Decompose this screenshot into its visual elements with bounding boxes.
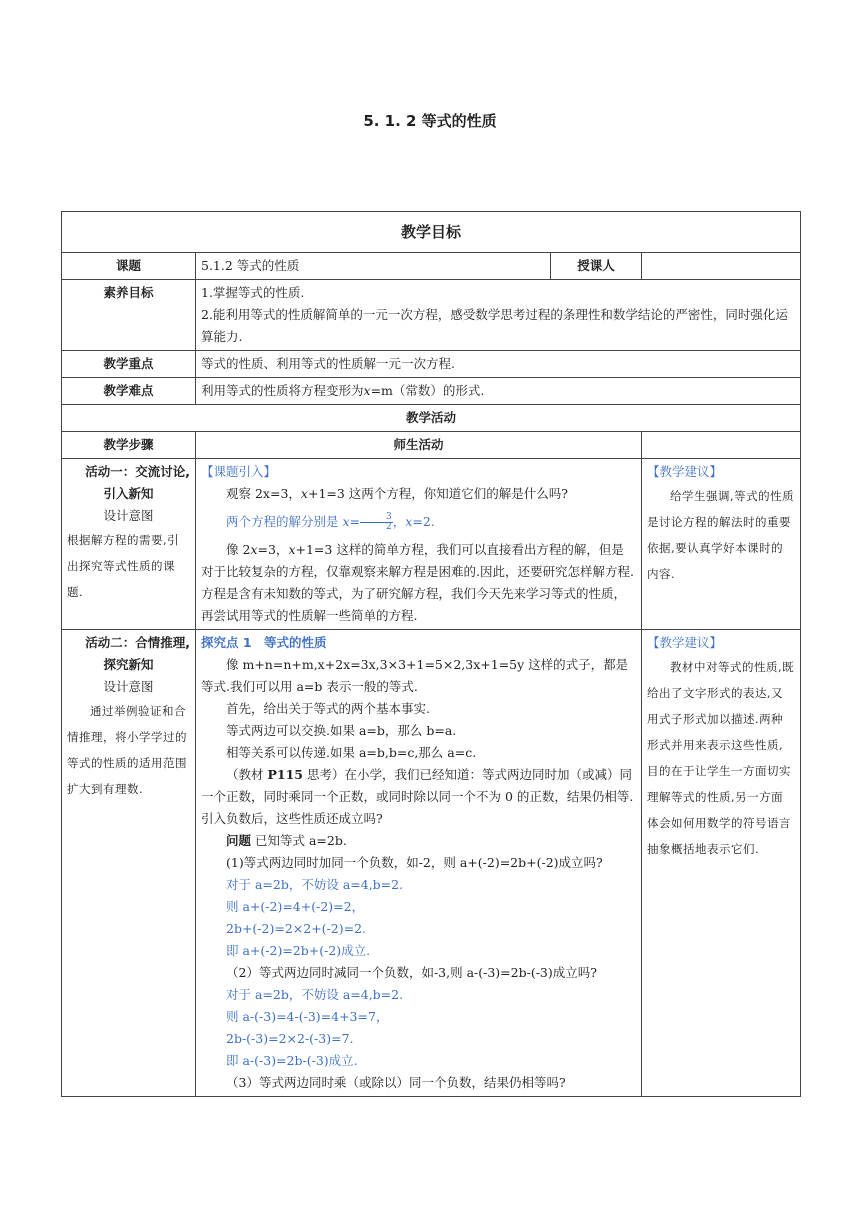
- teaching-goals-banner: 教学目标: [62, 212, 801, 253]
- activity-1-advice-label: 【教学建议】: [647, 464, 723, 479]
- problem-label: 问题: [226, 833, 252, 848]
- activity-2-advice-text: 教材中对等式的性质,既给出了文字形式的表达,又用式子形式加以描述.两种形式并用来表示这些性质,目的在于让学生一方面切实理解等式的性质,另一方面体会如何用数学的符号语言抽象概括地表示它们.: [647, 660, 795, 856]
- explore-point-label: 探究点 1 等式的性质: [201, 635, 327, 650]
- answer-post: =2.: [412, 514, 435, 529]
- activity-1-paragraph: [201, 539, 636, 627]
- activity-1-title-line2: 引入新知: [103, 486, 154, 501]
- activity-2-p3: 等式两边可以交换.如果 a=b，那么 b=a.: [226, 723, 457, 738]
- para-var-1: x: [250, 542, 258, 557]
- activity-2-p2: 首先，给出关于等式的两个基本事实.: [226, 701, 430, 716]
- activities-header: 教学活动: [62, 405, 801, 432]
- difficulty-label: 教学难点: [62, 378, 196, 405]
- answer-1-line-2: 则 a+(-2)=4+(-2)=2，: [226, 899, 365, 914]
- lesson-plan-table: [61, 211, 801, 1097]
- activity-1-title-line1: 活动一：交流讨论,: [85, 464, 190, 479]
- difficulty-row: [62, 378, 801, 405]
- question-1: (1)等式两边同时加同一个负数，如-2，则 a+(-2)=2b+(-2)成立吗?: [226, 855, 603, 870]
- teacher-label: 授课人: [551, 253, 642, 280]
- activity-1-answer: [201, 511, 636, 533]
- answer-2-line-3: 2b-(-3)=2×2-(-3)=7.: [226, 1031, 354, 1046]
- answer-mid: ，: [392, 514, 406, 529]
- p5-post: 思考）在小学，我们已经知道：等式两边同时加（或减）同一个正数，同时乘同一个正数，或同时除以同一个不为 0 的正数，结果仍相等.引入负数后，这些性质还成立吗?: [201, 767, 634, 826]
- para-post: +1=3 这样的简单方程，我们可以直接看出方程的解，但是对于比较复杂的方程，仅靠观察来解方程是困难的.因此，还要研究怎样解方程.方程是含有未知数的等式，为了研究解方程，我们今天先来学习等式的性质，再尝试用等式的性质解一些简单的方程.: [201, 542, 634, 623]
- goal-item-2: 2.能利用等式的性质解简单的一元一次方程，感受数学思考过程的条理性和数学结论的严密性，同时强化运算能力.: [201, 307, 788, 344]
- answer-fraction: [360, 513, 393, 532]
- difficulty-value: [196, 378, 801, 405]
- activity-2-advice: [642, 630, 801, 1097]
- q-pre: 观察 2x=3，: [226, 486, 301, 501]
- activity-1-section-label: 【课题引入】: [201, 464, 277, 479]
- steps-column-header: 教学步骤: [62, 432, 196, 459]
- advice-column-header: [642, 432, 801, 459]
- activity-1-advice: [642, 459, 801, 630]
- goal-item-1: 1.掌握等式的性质.: [201, 285, 305, 300]
- course-label: 课题: [62, 253, 196, 280]
- fraction-numerator: 3: [360, 513, 393, 523]
- q-post: +1=3 这两个方程，你知道它们的解是什么吗?: [307, 486, 568, 501]
- activity-2-intent-label: 设计意图: [103, 679, 154, 694]
- question-2: （2）等式两边同时减同一个负数，如-3,则 a-(-3)=2b-(-3)成立吗?: [226, 965, 597, 980]
- difficulty-text-post: =m（常数）的形式.: [370, 383, 485, 398]
- problem-statement: [201, 830, 636, 852]
- activity-2-row: [62, 630, 801, 1097]
- activity-2-p1: 像 m+n=n+m,x+2x=3x,3×3+1=5×2,3x+1=5y 这样的式子，都是等式.我们可以用 a=b 表示一般的等式.: [201, 657, 629, 694]
- activity-2-intent-text: 通过举例验证和合情推理，将小学学过的等式的性质的适用范围扩大到有理数.: [67, 704, 187, 796]
- key-row: [62, 351, 801, 378]
- activity-2-advice-label: 【教学建议】: [647, 635, 723, 650]
- activities-header-row: [62, 405, 801, 432]
- answer-2-line-4: 即 a-(-3)=2b-(-3)成立.: [226, 1053, 358, 1068]
- activity-column-header: 师生活动: [196, 432, 642, 459]
- document-title: 5. 1. 2 等式的性质: [363, 112, 497, 130]
- goals-row: [62, 280, 801, 351]
- course-row: [62, 253, 801, 280]
- difficulty-text-pre: 利用等式的性质将方程变形为: [201, 383, 364, 398]
- teacher-value: [642, 253, 801, 280]
- activity-2-p4: 相等关系可以传递.如果 a=b,b=c,那么 a=c.: [226, 745, 477, 760]
- activity-1-intent-label: 设计意图: [103, 508, 154, 523]
- activity-2-p5: [201, 764, 636, 830]
- p5-bold: P115: [267, 767, 303, 782]
- activity-1-question: [201, 483, 636, 505]
- answer-var: x: [342, 514, 350, 529]
- activity-1-row: [62, 459, 801, 630]
- q-var: x: [300, 486, 308, 501]
- question-3: （3）等式两边同时乘（或除以）同一个负数，结果仍相等吗?: [226, 1075, 566, 1090]
- difficulty-var: x: [363, 383, 371, 398]
- fraction-denominator: 2: [386, 522, 392, 532]
- answer-2-line-1: 对于 a=2b，不妨设 a=4,b=2.: [226, 987, 404, 1002]
- column-header-row: [62, 432, 801, 459]
- activity-2-content: [196, 630, 642, 1097]
- answer-1-line-3: 2b+(-2)=2×2+(-2)=2.: [226, 921, 367, 936]
- course-value: 5.1.2 等式的性质: [196, 253, 551, 280]
- goals-value: [196, 280, 801, 351]
- goals-label: 素养目标: [62, 280, 196, 351]
- answer-eq: =: [349, 514, 361, 529]
- answer-1-line-1: 对于 a=2b，不妨设 a=4,b=2.: [226, 877, 404, 892]
- activity-1-intent-text: 根据解方程的需要,引出探究等式性质的课题.: [67, 533, 180, 599]
- activity-2-title-line1: 活动二：合情推理,: [85, 635, 190, 650]
- activity-1-steps: [62, 459, 196, 630]
- key-label: 教学重点: [62, 351, 196, 378]
- key-value: 等式的性质、利用等式的性质解一元一次方程.: [196, 351, 801, 378]
- para-pre: 像 2: [226, 542, 251, 557]
- answer-var-2: x: [405, 514, 413, 529]
- activity-2-title-line2: 探究新知: [103, 657, 154, 672]
- answer-2-line-2: 则 a-(-3)=4-(-3)=4+3=7，: [226, 1009, 389, 1024]
- para-var-2: x: [288, 542, 296, 557]
- banner-row: [62, 212, 801, 253]
- p5-pre: （教材: [226, 767, 268, 782]
- answer-1-line-4: 即 a+(-2)=2b+(-2)成立.: [226, 943, 371, 958]
- activity-2-steps: [62, 630, 196, 1097]
- activity-1-advice-text: 给学生强调,等式的性质是讨论方程的解法时的重要依据,要认真学好本课时的内容.: [647, 489, 795, 581]
- answer-pre: 两个方程的解分别是: [226, 514, 343, 529]
- activity-1-content: [196, 459, 642, 630]
- para-mid: =3，: [257, 542, 289, 557]
- problem-text: 已知等式 a=2b.: [251, 833, 347, 848]
